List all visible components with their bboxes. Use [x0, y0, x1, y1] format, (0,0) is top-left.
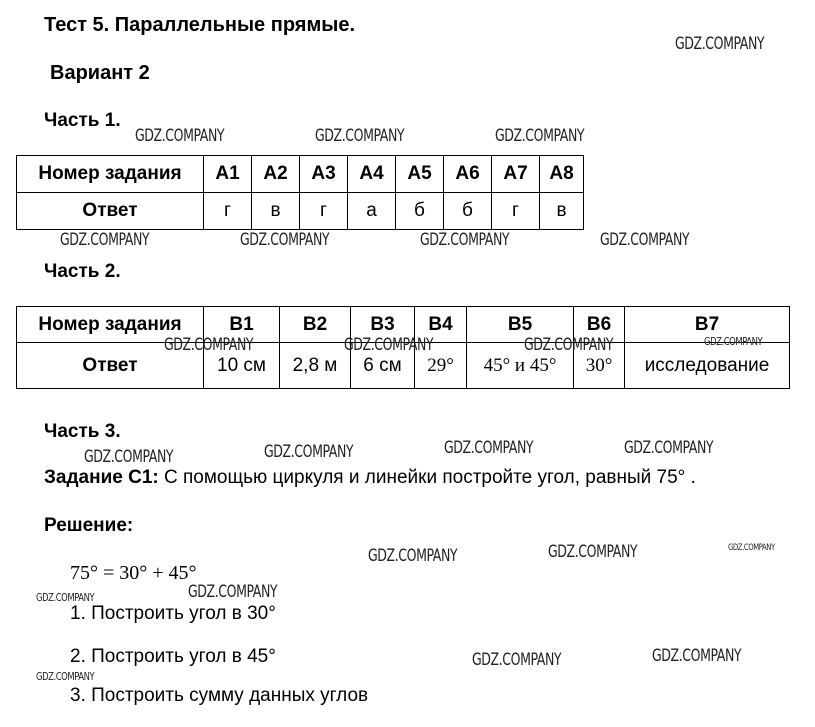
- task-c1-text: С помощью циркуля и линейки постройте угол, равный 75° .: [158, 467, 696, 488]
- task-cell: В1: [204, 307, 280, 343]
- task-c1-label: Задание С1:: [44, 467, 159, 488]
- task-cell: А5: [396, 156, 444, 193]
- task-cell: В6: [574, 307, 625, 343]
- task-cell: В3: [351, 307, 415, 343]
- table-row: [17, 156, 584, 193]
- answer-cell: 30°: [574, 343, 625, 389]
- watermark: GDZ.COMPANY: [84, 447, 174, 467]
- part1-heading: Часть 1.: [44, 110, 121, 131]
- page-title: Тест 5. Параллельные прямые.: [44, 14, 355, 36]
- task-number-header: Номер задания: [17, 156, 204, 193]
- watermark: GDZ.COMPANY: [344, 335, 434, 355]
- watermark: GDZ.COMPANY: [264, 442, 354, 462]
- task-cell: А1: [204, 156, 252, 193]
- watermark: GDZ.COMPANY: [135, 126, 225, 146]
- variant-label: Вариант 2: [50, 62, 150, 84]
- watermark: GDZ.COMPANY: [240, 230, 330, 250]
- task-cell: А3: [300, 156, 348, 193]
- watermark: GDZ.COMPANY: [188, 582, 278, 602]
- watermark: GDZ.COMPANY: [624, 438, 714, 458]
- watermark: GDZ.COMPANY: [548, 542, 638, 562]
- watermark: GDZ.COMPANY: [36, 591, 95, 604]
- answer-cell: г: [492, 193, 540, 230]
- answer-cell: б: [396, 193, 444, 230]
- watermark: GDZ.COMPANY: [600, 230, 690, 250]
- task-cell: А2: [252, 156, 300, 193]
- answer-cell: 2,8 м: [280, 343, 351, 389]
- answer-cell: г: [204, 193, 252, 230]
- task-c1: [44, 467, 696, 489]
- solution-label: Решение:: [44, 515, 134, 536]
- answer-cell: г: [300, 193, 348, 230]
- watermark: GDZ.COMPANY: [36, 670, 95, 683]
- task-cell: А4: [348, 156, 396, 193]
- task-cell: А7: [492, 156, 540, 193]
- solution-step-1: 1. Построить угол в 30°: [70, 603, 276, 624]
- answer-cell: исследование: [625, 343, 790, 389]
- answer-cell: а: [348, 193, 396, 230]
- part3-heading: Часть 3.: [44, 421, 121, 442]
- watermark: GDZ.COMPANY: [472, 650, 562, 670]
- answer-cell: в: [540, 193, 584, 230]
- table-row: [17, 193, 584, 230]
- watermark: GDZ.COMPANY: [728, 543, 775, 553]
- watermark: GDZ.COMPANY: [444, 438, 534, 458]
- answer-cell: 45° и 45°: [467, 343, 574, 389]
- watermark: GDZ.COMPANY: [420, 230, 510, 250]
- task-cell: А8: [540, 156, 584, 193]
- watermark: GDZ.COMPANY: [164, 335, 254, 355]
- task-cell: В7: [625, 307, 790, 343]
- watermark: GDZ.COMPANY: [524, 335, 614, 355]
- answer-cell: 10 см: [204, 343, 280, 389]
- task-cell: В2: [280, 307, 351, 343]
- task-cell: А6: [444, 156, 492, 193]
- part1-answer-table: [16, 155, 584, 230]
- task-number-header: Номер задания: [17, 307, 204, 343]
- solution-formula: 75° = 30° + 45°: [70, 562, 197, 584]
- answer-cell: 6 см: [351, 343, 415, 389]
- part2-heading: Часть 2.: [44, 261, 121, 282]
- watermark: GDZ.COMPANY: [652, 646, 742, 666]
- answer-header: Ответ: [17, 343, 204, 389]
- answer-cell: б: [444, 193, 492, 230]
- answer-cell: 29°: [415, 343, 467, 389]
- task-cell: В5: [467, 307, 574, 343]
- solution-step-2: 2. Построить угол в 45°: [70, 646, 276, 667]
- task-cell: В4: [415, 307, 467, 343]
- solution-step-3: 3. Построить сумму данных углов: [70, 685, 369, 706]
- answer-header: Ответ: [17, 193, 204, 230]
- watermark: GDZ.COMPANY: [675, 34, 765, 54]
- answer-cell: в: [252, 193, 300, 230]
- watermark: GDZ.COMPANY: [315, 126, 405, 146]
- watermark: GDZ.COMPANY: [368, 546, 458, 566]
- watermark: GDZ.COMPANY: [495, 126, 585, 146]
- watermark: GDZ.COMPANY: [704, 335, 763, 348]
- watermark: GDZ.COMPANY: [60, 230, 150, 250]
